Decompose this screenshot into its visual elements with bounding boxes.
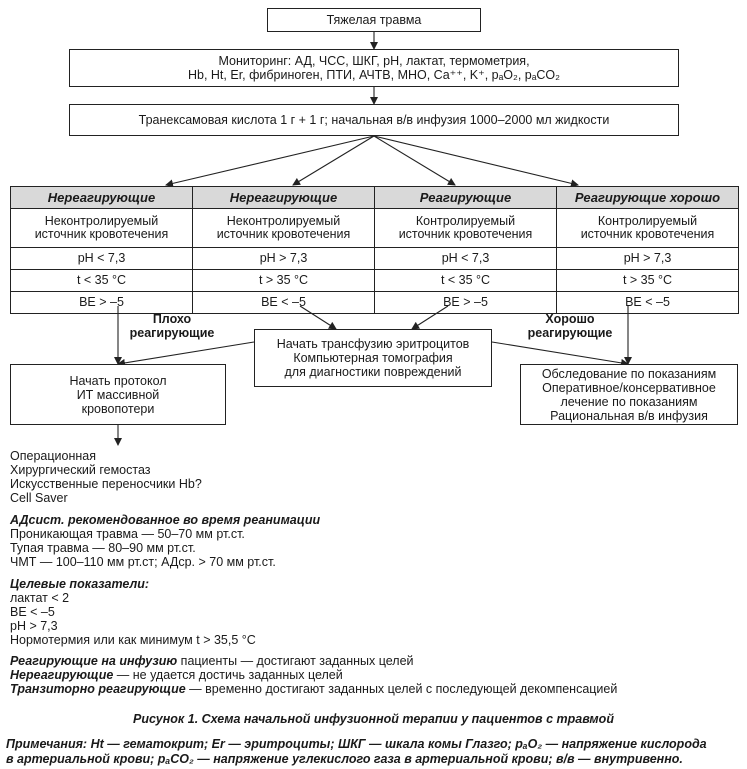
txa-box bbox=[69, 104, 679, 136]
exam-line1: Обследование по показаниям bbox=[541, 366, 717, 381]
col3-header: Реагирующие bbox=[375, 187, 557, 209]
col2-header: Нереагирующие bbox=[193, 187, 375, 209]
response-table bbox=[10, 186, 739, 314]
surgery-item: Cell Saver bbox=[10, 491, 68, 505]
good-responders-label: Хорошо реагирующие bbox=[527, 312, 613, 340]
col4-ph: pH > 7,3 bbox=[557, 248, 739, 270]
arrow-txa-col1 bbox=[166, 136, 374, 185]
notes-line2: в артериальной крови; pₐCO₂ — напряжение углекислого газа в артериальной крови; в/в — внутривенно. bbox=[6, 752, 683, 766]
col1-temp: t < 35 °С bbox=[11, 270, 193, 292]
monitoring-line2: Hb, Ht, Er, фибриноген, ПТИ, АЧТВ, МНО, Ca⁺⁺, K⁺, pₐO₂, pₐCO₂ bbox=[187, 68, 561, 82]
bp-item: Проникающая травма — 50–70 мм рт.ст. bbox=[10, 527, 245, 541]
bp-item: ЧМТ — 100–110 мм рт.ст; АДср. > 70 мм рт.ст. bbox=[10, 555, 276, 569]
poor-responders-label: Плохо реагирующие bbox=[129, 312, 215, 340]
surgery-item: Операционная bbox=[10, 449, 96, 463]
col1-source: Неконтролируемый источник кровотечения bbox=[11, 209, 193, 248]
txa-text: Транексамовая кислота 1 г + 1 г; начальная в/в инфузия 1000–2000 мл жидкости bbox=[138, 113, 610, 127]
transfusion-line2: Компьютерная томография bbox=[293, 351, 453, 365]
definitions-section bbox=[10, 654, 617, 696]
col2-be: BE < –5 bbox=[193, 292, 375, 314]
arrow-txa-col2 bbox=[293, 136, 374, 185]
transfusion-box bbox=[254, 329, 492, 387]
definition-item: Реагирующие на инфузию пациенты — достигают заданных целей bbox=[10, 654, 414, 668]
exam-line4: Рациональная в/в инфузия bbox=[550, 408, 708, 423]
col1-header: Нереагирующие bbox=[11, 187, 193, 209]
col4-be: BE < –5 bbox=[557, 292, 739, 314]
target-item: BE < –5 bbox=[10, 605, 55, 619]
arrow-txa-col4 bbox=[374, 136, 578, 185]
trauma-text: Тяжелая травма bbox=[326, 13, 422, 27]
target-item: лактат < 2 bbox=[10, 591, 70, 605]
protocol-line3: кровопотери bbox=[81, 401, 155, 416]
col3-be: BE > –5 bbox=[375, 292, 557, 314]
target-item: Нормотермия или как минимум t > 35,5 °С bbox=[10, 633, 256, 647]
col4-temp: t > 35 °С bbox=[557, 270, 739, 292]
targets-title: Целевые показатели: bbox=[10, 577, 150, 591]
figure-notes bbox=[6, 737, 744, 767]
bp-item: Тупая травма — 80–90 мм рт.ст. bbox=[10, 541, 196, 555]
transfusion-line1: Начать трансфузию эритроцитов bbox=[276, 337, 470, 351]
arrow-transfusion-exam bbox=[492, 342, 628, 364]
arrow-txa-col3 bbox=[374, 136, 455, 185]
surgery-list bbox=[10, 449, 202, 505]
bp-title: АДсист. рекомендованное во время реанимации bbox=[10, 513, 321, 527]
col3-source: Контролируемый источник кровотечения bbox=[375, 209, 557, 248]
col4-source: Контролируемый источник кровотечения bbox=[557, 209, 739, 248]
col1-be: BE > –5 bbox=[11, 292, 193, 314]
monitoring-box bbox=[69, 49, 679, 87]
col3-temp: t < 35 °С bbox=[375, 270, 557, 292]
figure-caption: Рисунок 1. Схема начальной инфузионной терапии у пациентов с травмой bbox=[133, 712, 614, 726]
target-item: pH > 7,3 bbox=[10, 619, 58, 633]
protocol-box bbox=[10, 364, 226, 425]
protocol-line1: Начать протокол bbox=[69, 373, 167, 388]
definition-item: Транзиторно реагирующие — временно достигают заданных целей с последующей декомпенсацией bbox=[10, 682, 618, 696]
targets-section bbox=[10, 577, 256, 647]
col2-ph: pH > 7,3 bbox=[193, 248, 375, 270]
notes-line1: Примечания: Ht — гематокрит; Er — эритроциты; ШКГ — шкала комы Глазго; pₐO₂ — напряжение кислорода bbox=[6, 737, 707, 751]
monitoring-line1: Мониторинг: АД, ЧСС, ШКГ, pH, лактат, термометрия, bbox=[218, 54, 530, 68]
col1-ph: pH < 7,3 bbox=[11, 248, 193, 270]
surgery-item: Хирургический гемостаз bbox=[10, 463, 151, 477]
arrow-transfusion-protocol bbox=[118, 342, 254, 364]
trauma-box bbox=[267, 8, 481, 32]
bp-section bbox=[10, 513, 320, 569]
col2-source: Неконтролируемый источник кровотечения bbox=[193, 209, 375, 248]
col2-temp: t > 35 °С bbox=[193, 270, 375, 292]
col3-ph: pH < 7,3 bbox=[375, 248, 557, 270]
transfusion-line3: для диагностики повреждений bbox=[284, 365, 462, 379]
definition-item: Нереагирующие — не удается достичь заданных целей bbox=[10, 668, 343, 682]
exam-box bbox=[520, 364, 738, 425]
exam-line3: лечение по показаниям bbox=[560, 394, 698, 409]
surgery-item: Искусственные переносчики Hb? bbox=[10, 477, 202, 491]
col4-header: Реагирующие хорошо bbox=[557, 187, 739, 209]
protocol-line2: ИТ массивной bbox=[76, 387, 160, 402]
exam-line2: Оперативное/консервативное bbox=[542, 380, 716, 395]
